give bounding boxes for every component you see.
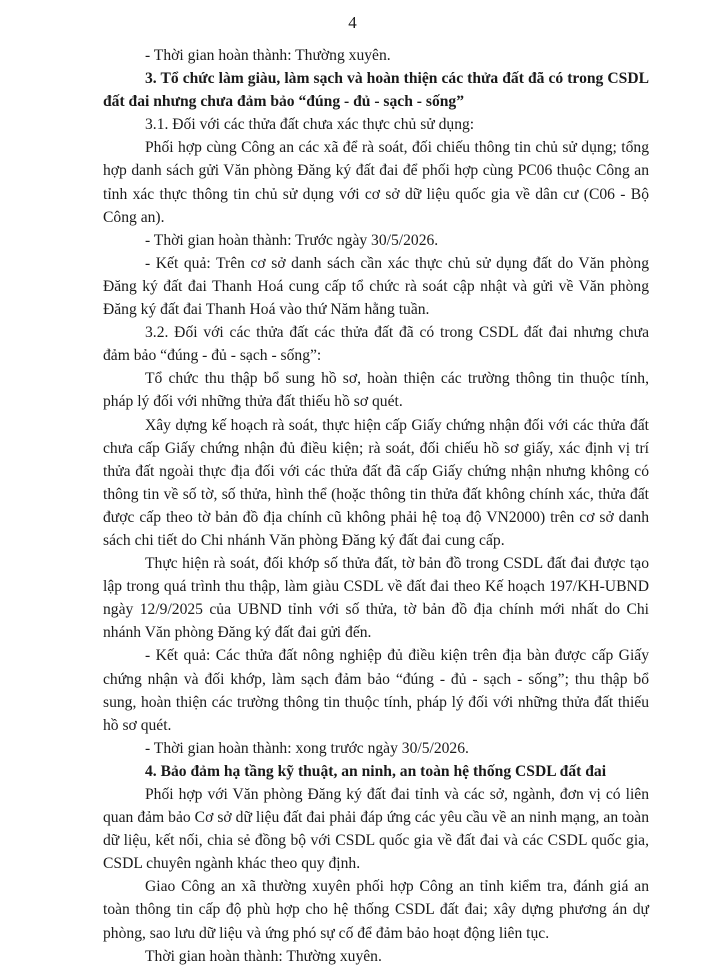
body-paragraph: Giao Công an xã thường xuyên phối hợp Công an tỉnh kiểm tra, đánh giá an toàn thông tin cấp độ phù hợp cho hệ thống CSDL đất đai; xây dựng phương án dự phòng, sao lưu dữ liệu và ứng phó sự cố để đảm bảo hoạt động liên tục. [103, 878, 649, 942]
body-paragraph: Phối hợp với Văn phòng Đăng ký đất đai tỉnh và các sở, ngành, đơn vị có liên quan đảm bảo Cơ sở dữ liệu đất đai phải đáp ứng các yêu cầu về an ninh mạng, an toàn dữ liệu, kết nối, chia sẻ đồng bộ với CSDL quốc gia về đất đai và các CSDL quốc gia, CSDL chuyên ngành khác theo quy định. [103, 786, 649, 873]
body-paragraph: Thực hiện rà soát, đối khớp số thửa đất, tờ bản đồ trong CSDL đất đai được tạo lập trong quá trình thu thập, làm giàu CSDL về đất đai theo Kế hoạch 197/KH-UBND ngày 12/9/2025 của UBND tỉnh với số thửa, tờ bản đồ địa chính mới nhất do Chi nhánh Văn phòng Đăng ký đất đai gửi đến. [103, 555, 649, 642]
completion-time-line: Thời gian hoàn thành: Thường xuyên. [145, 947, 382, 965]
section-3-heading: 3. Tổ chức làm giàu, làm sạch và hoàn thiện các thửa đất đã có trong CSDL đất đai nhưng chưa đảm bảo “đúng - đủ - sạch - sống” [103, 70, 649, 111]
subsection-3-2-title: 3.2. Đối với các thửa đất các thửa đất đã có trong CSDL đất đai nhưng chưa đảm bảo “đúng - đủ - sạch - sống”: [103, 324, 649, 365]
completion-time-line: - Thời gian hoàn thành: Trước ngày 30/5/2026. [145, 231, 439, 249]
document-body [103, 44, 649, 968]
body-paragraph: Tổ chức thu thập bổ sung hồ sơ, hoàn thiện các trường thông tin thuộc tính, pháp lý đối với những thửa đất thiếu hồ sơ quét. [103, 370, 649, 411]
section-4-heading: 4. Bảo đảm hạ tầng kỹ thuật, an ninh, an toàn hệ thống CSDL đất đai [145, 762, 607, 780]
body-paragraph: Phối hợp cùng Công an các xã để rà soát, đối chiếu thông tin chủ sử dụng; tổng hợp danh sách gửi Văn phòng Đăng ký đất đai để phối hợp cùng PC06 thuộc Công an tỉnh xác thực thông tin chủ sử dụng với cơ sở dữ liệu quốc gia về dân cư (C06 - Bộ Công an). [103, 139, 649, 226]
page-number: 4 [348, 13, 357, 32]
completion-time-line: - Thời gian hoàn thành: xong trước ngày 30/5/2026. [145, 739, 469, 757]
subsection-3-1-title: 3.1. Đối với các thửa đất chưa xác thực chủ sử dụng: [145, 116, 475, 134]
result-paragraph: - Kết quả: Trên cơ sở danh sách cần xác thực chủ sử dụng đất do Văn phòng Đăng ký đất đai Thanh Hoá cung cấp tổ chức rà soát cập nhật và gửi về Văn phòng Đăng ký đất đai Thanh Hoá vào thứ Năm hằng tuần. [103, 254, 649, 319]
result-paragraph: - Kết quả: Các thửa đất nông nghiệp đủ điều kiện trên địa bàn được cấp Giấy chứng nhận và đối khớp, làm sạch đảm bảo “đúng - đủ - sạch - sống”; thu thập bổ sung, hoàn thiện các trường thông tin thuộc tính, pháp lý đối với những thửa đất thiếu hồ sơ quét. [103, 647, 649, 734]
completion-time-line: - Thời gian hoàn thành: Thường xuyên. [145, 47, 391, 64]
body-paragraph: Xây dựng kế hoạch rà soát, thực hiện cấp Giấy chứng nhận đối với các thửa đất chưa cấp Giấy chứng nhận đủ điều kiện; rà soát, đối chiếu hồ sơ giấy, xác định vị trí thửa đất ngoài thực địa đối với các thửa đất đã cấp Giấy chứng nhận nhưng không có thông tin về số tờ, số thửa, hình thể (hoặc thông tin thửa đất không chính xác, thửa đất được cấp theo tờ bản đồ địa chính cũ không phải hệ toạ độ VN2000) trên cơ sở danh sách chi tiết do Chi nhánh Văn phòng Đăng ký đất đai cung cấp. [103, 416, 649, 549]
